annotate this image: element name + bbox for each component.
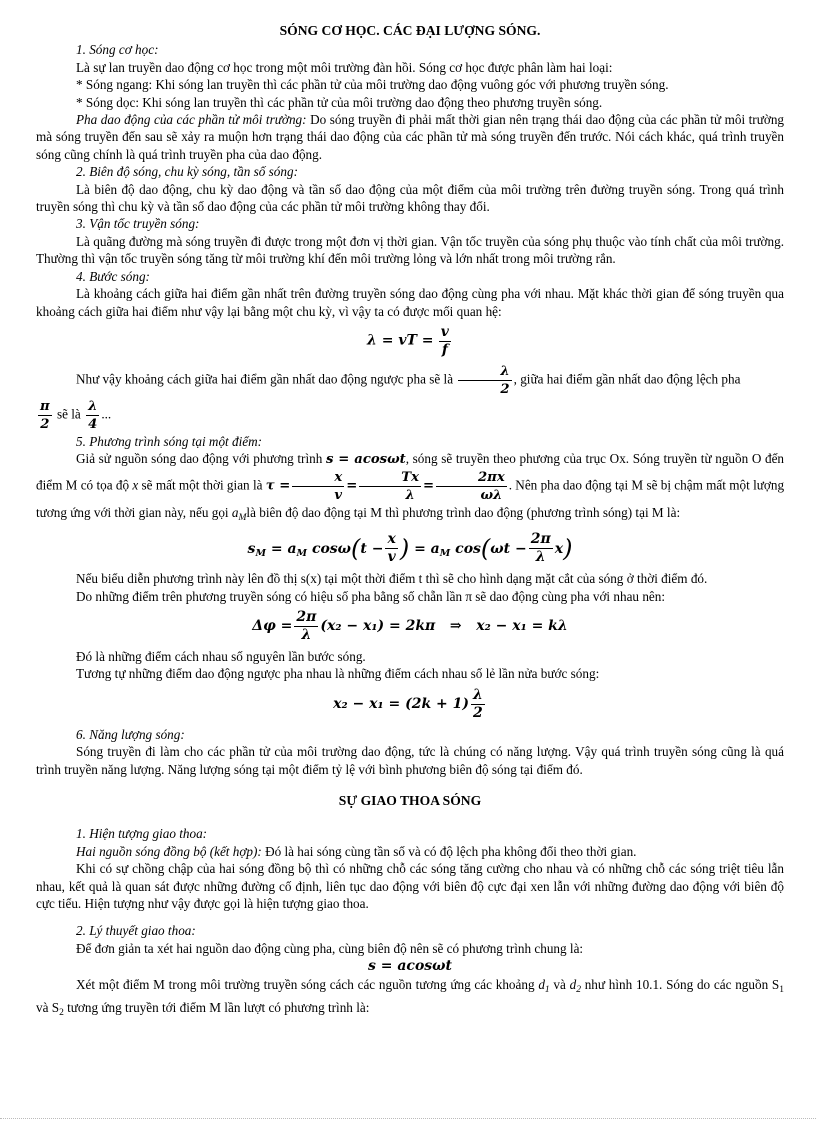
para-4-1: Là khoảng cách giữa hai điểm gần nhất trên đường truyền sóng dao động cùng pha với nhau. Mặt khác thời gian để sóng truyền qua khoảng cách giữa hai điểm như vậy lại bằng một chu kỳ, vì vậy ta có được mối quan hệ: xyxy=(36,286,784,319)
heading-1: 1. Sóng cơ học: xyxy=(76,42,159,58)
frac-den: v xyxy=(387,549,396,566)
equation-source xyxy=(36,957,784,975)
bullet-longitudinal: * Sóng dọc: Khi sóng lan truyền thì các phần tử của môi trường dao động theo phương truyền sóng. xyxy=(76,94,603,110)
eq-wavelength-lhs: λ = vT = xyxy=(367,332,434,349)
frac-den: λ xyxy=(301,626,312,643)
text: Đó là hai sóng cùng tần số và có độ lệch pha không đổi theo thời gian. xyxy=(265,843,637,859)
para-phase xyxy=(36,111,784,163)
implies-arrow: ⇒ xyxy=(449,618,462,635)
eq-wave-frac-2 xyxy=(529,531,553,566)
para-1-1: Là sự lan truyền dao động cơ học trong một môi trường đàn hồi. Sóng cơ học được phân làm hai loại: xyxy=(76,59,613,75)
text: sẽ mất một thời gian là xyxy=(141,477,263,493)
fraction-pi-half xyxy=(38,398,52,433)
var-d2-sub: 2 xyxy=(576,984,581,995)
var-s1-sub: 1 xyxy=(779,984,785,995)
frac-num: π xyxy=(40,398,50,414)
text: và xyxy=(553,976,566,992)
frac-num: λ xyxy=(473,686,483,703)
frac-num: Tx xyxy=(359,469,421,487)
text: Như vậy khoảng cách giữa hai điểm gần nhất dao động ngược pha sẽ là xyxy=(76,371,454,387)
fraction-lambda-half xyxy=(458,363,511,398)
eq-wave-frac-1 xyxy=(385,531,397,566)
frac-den: 2 xyxy=(473,704,483,721)
phase-text: Do sóng truyền đi phải mất thời gian nên trạng thái dao động của các phần tử môi trường mà sóng truyền đến sau sẽ xảy ra muộn hơn trạng thái dao động của các phần tử mà sóng truyền đến trước. Nói cách khác, quá trình truyền sóng cũng chính là quá trình truyền pha của dao động. xyxy=(36,112,785,162)
frac-num: x xyxy=(387,531,396,548)
phase-label: Pha dao động của các phần tử môi trường: xyxy=(76,112,307,128)
frac-den: v xyxy=(334,487,343,503)
frac-den: f xyxy=(441,341,448,358)
eq-part: cos xyxy=(455,540,481,557)
tau-frac-3 xyxy=(436,469,507,504)
text: ... xyxy=(101,406,112,422)
para-g1-2: Khi có sự chồng chập của hai sóng đồng bộ thì có những chỗ các sóng tăng cường cho nhau và có những chỗ các sóng triệt tiêu lẫn nhau, kết quả là quan sát được những đường cố định, liên tục dao động với biên độ cực đại xen lẫn với những đường dao động với biên độ cực tiểu. Hiện tượng như vậy được gọi là hiện tượng giao thoa. xyxy=(36,861,784,911)
text: Xét một điểm M trong môi trường truyền sóng cách các nguồn tương ứng các khoảng xyxy=(76,976,535,992)
equation-wave: $s_M = a_M$ cosω(t − $\frac{x}{v}$ ) = $a_M$ cos(ωt − $\frac{2\pi}{\lambda}$ x) xyxy=(247,531,573,566)
eq-frac xyxy=(471,687,485,722)
title-interference: SỰ GIAO THOA SÓNG xyxy=(338,792,482,808)
var-a: a xyxy=(231,504,239,520)
para-4-3 xyxy=(36,398,784,433)
text: là biên độ dao động tại M thì phương trình dao động (phương trình sóng) tại M là: xyxy=(246,504,681,520)
heading-6: 6. Năng lượng sóng: xyxy=(76,726,185,742)
coherent-label: Hai nguồn sóng đồng bộ (kết hợp): xyxy=(76,843,262,859)
text: tương ứng truyền tới điểm M lần lượt có phương trình là: xyxy=(67,1000,370,1016)
equation-anti-phase xyxy=(36,687,784,722)
frac-num: v xyxy=(440,323,449,340)
var-a-sub: M xyxy=(238,512,247,523)
eq-part: t − xyxy=(360,540,384,557)
heading-5: 5. Phương trình sóng tại một điểm: xyxy=(76,433,263,449)
heading-g2: 2. Lý thuyết giao thoa: xyxy=(76,923,196,939)
para-4-2 xyxy=(36,363,784,398)
frac-num: 2π xyxy=(530,531,551,548)
eq-source: s = acosωt xyxy=(368,958,452,975)
page-bottom-divider xyxy=(0,1118,816,1119)
eq-frac xyxy=(294,609,318,644)
heading-g1: 1. Hiện tượng giao thoa: xyxy=(76,826,208,842)
text: . Nên pha dao động tại M sẽ bị chậm mất một lượng tương ứng với thời gian này, nếu gọi xyxy=(36,477,785,520)
frac-num: 2π xyxy=(296,608,317,625)
frac-den: 4 xyxy=(88,416,98,432)
frac-den: λ xyxy=(405,487,415,503)
frac-den: λ xyxy=(535,549,546,566)
frac-den: 2 xyxy=(40,416,50,432)
var-d2: d xyxy=(569,976,577,992)
title-wave-mechanics: SÓNG CƠ HỌC. CÁC ĐẠI LƯỢNG SÓNG. xyxy=(279,23,541,38)
text: như hình 10.1. Sóng do các nguồn S xyxy=(584,976,780,992)
document-body xyxy=(36,22,784,1022)
eq-s: s xyxy=(247,540,256,557)
eq-part: Δφ = xyxy=(252,618,293,635)
para-5-1: Giả sử nguồn sóng dao động với phương trình s = acosωt, sóng sẽ truyền theo phương của trục Ox. Sóng truyền từ nguồn O đến điểm M có tọa độ x sẽ mất một thời gian là τ = $\frac{x}{v}$ = $\frac{Tx}{\lambda}$ = $\frac{2\pi x}{\omega\lambda}$ . Nên pha dao động tại M sẽ bị chậm mất một lượng tương ứng với thời gian này, nếu gọi $a_Mlà$ biên độ dao động tại M thì phương trình dao động (phương trình sóng) tại M là: xyxy=(36,451,785,523)
heading-4: 4. Bước sóng: xyxy=(76,268,150,284)
text: sẽ là xyxy=(56,406,81,422)
eq-part: x₂ − x₁ = (2k + 1) xyxy=(333,696,469,713)
text: , giữa hai điểm gần nhất dao động lệch pha xyxy=(513,371,741,387)
frac-den: ωλ xyxy=(480,487,503,503)
frac-num: x xyxy=(292,469,344,487)
frac-num: λ xyxy=(458,363,511,381)
equation-in-phase xyxy=(36,609,784,644)
eq-part: x₂ − x₁ = kλ xyxy=(476,618,568,635)
var-d1: d xyxy=(538,976,545,992)
tau-frac-2 xyxy=(359,469,421,504)
eq-s-sub: M xyxy=(255,547,266,559)
para-5-5: Tương tự những điểm dao động ngược pha nhau là những điểm cách nhau số lẻ lần nửa bước sóng: xyxy=(76,666,600,682)
para-5-2: Nếu biểu diễn phương trình này lên đồ thị s(x) tại một thời điểm t thì sẽ cho hình dạng mặt cắt của sóng ở thời điểm đó. xyxy=(76,571,708,587)
text: và S xyxy=(36,1000,60,1016)
var-x: x xyxy=(132,477,139,493)
eq-wavelength-fraction xyxy=(439,324,451,359)
eq-part: x xyxy=(554,540,564,557)
tau-frac-1 xyxy=(292,469,344,504)
eq-part: cosω xyxy=(311,540,352,557)
frac-den: 2 xyxy=(500,381,510,397)
fraction-lambda-quarter xyxy=(86,398,99,433)
eq-part: (x₂ − x₁) = 2kπ xyxy=(320,618,436,635)
para-5-4: Đó là những điểm cách nhau số nguyên lần bước sóng. xyxy=(76,648,366,664)
para-2-1: Là biên độ dao động, chu kỳ dao động và tần số dao động của một điểm của môi trường trên đường truyền sóng. Trong quá trình truyền sóng thì chu kỳ và tần số dao động của các phần tử môi trường không thay đổi. xyxy=(36,181,784,215)
para-g2-2 xyxy=(36,976,784,1023)
inline-eq-source: s = acosωt xyxy=(325,452,406,468)
para-g1-1 xyxy=(36,843,784,860)
eq-part: ωt − xyxy=(490,540,527,557)
tau-lhs: τ = xyxy=(265,478,291,494)
equation-wavelength xyxy=(36,324,784,359)
para-5-3: Do những điểm trên phương truyền sóng có hiệu số pha bằng số chẵn lần π sẽ dao động cùng pha với nhau nên: xyxy=(76,588,666,604)
para-g2-1: Để đơn giản ta xét hai nguồn dao động cùng pha, cùng biên độ nên sẽ có phương trình chung là: xyxy=(76,940,584,956)
para-6-1: Sóng truyền đi làm cho các phần tử của môi trường dao động, tức là chúng có năng lượng. Vậy quá trình truyền sóng cũng là quá trình truyền năng lượng. Năng lượng sóng tại một điểm tỷ lệ với bình phương biên độ sóng tại điểm đó. xyxy=(36,744,784,777)
frac-num: 2πx xyxy=(436,469,507,487)
eq-part: = a xyxy=(270,540,297,557)
heading-2: 2. Biên độ sóng, chu kỳ sóng, tần số sóng: xyxy=(76,164,298,180)
heading-3: 3. Vận tốc truyền sóng: xyxy=(76,216,200,232)
text: , sóng sẽ truyền theo phương của trục Ox. Sóng truyền từ nguồn O đến điểm M có tọa độ xyxy=(36,451,785,493)
text: Giả sử nguồn sóng dao động với phương trình xyxy=(76,451,323,467)
eq-part: = a xyxy=(414,540,440,557)
var-d1-sub: 1 xyxy=(544,984,550,995)
bullet-transverse: * Sóng ngang: Khi sóng lan truyền thì các phần tử của môi trường dao động vuông góc với phương truyền sóng. xyxy=(76,77,669,93)
frac-num: λ xyxy=(88,398,98,414)
para-3-1: Là quãng đường mà sóng truyền đi được trong một đơn vị thời gian. Vận tốc truyền của sóng phụ thuộc vào tính chất của môi trường. Thường thì vận tốc truyền sóng tăng từ môi trường khí đến môi trường lỏng và lớn nhất trong môi trường rắn. xyxy=(36,233,784,267)
var-s2-sub: 2 xyxy=(59,1008,64,1019)
